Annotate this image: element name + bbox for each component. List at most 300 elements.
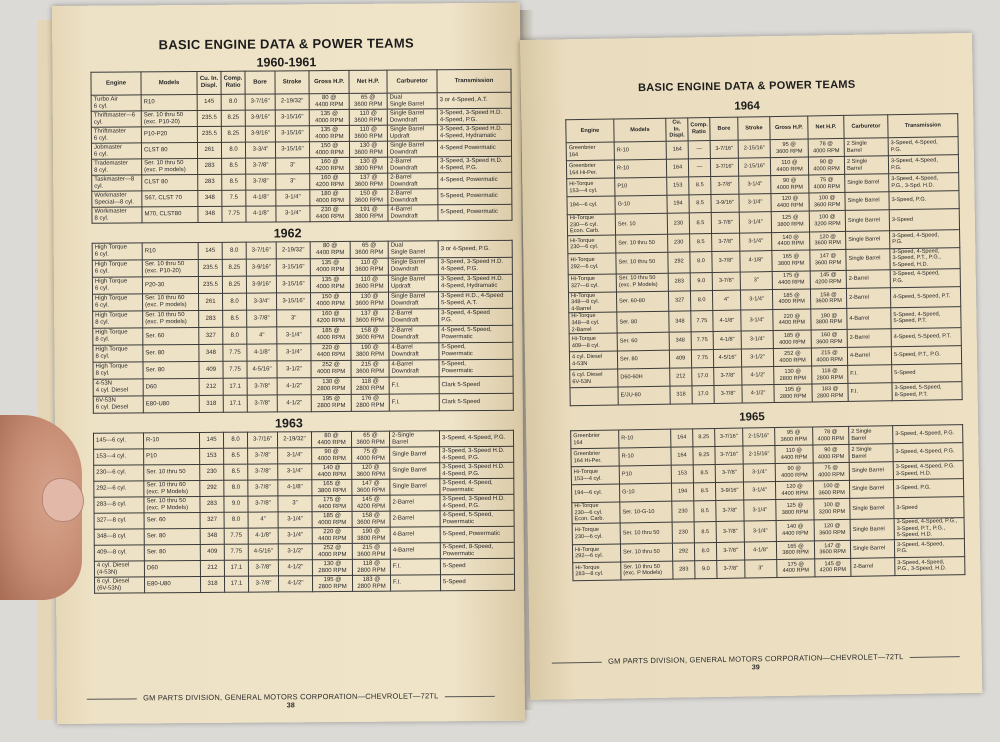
table-cell: Single Barrel xyxy=(850,519,894,540)
table-cell: 160 @ 4200 RPM xyxy=(310,173,350,189)
table-cell: 2-Barrel xyxy=(847,329,891,348)
table-cell: Ser. 80 xyxy=(144,528,200,544)
footer-text: GM PARTS DIVISION, GENERAL MOTORS CORPORATION—CHEVROLET—72TL xyxy=(607,652,904,666)
table-cell: 9.0 xyxy=(224,496,248,512)
table-cell: Ser. 10 thru 50 (exc. P10-20) xyxy=(141,110,197,126)
table-cell: 4-1/8" xyxy=(247,344,277,361)
table-cell: 3-Speed, 4-Speed, P.G. xyxy=(888,137,958,156)
table-cell: Ser. 80 xyxy=(143,361,199,378)
table-cell: M70, CLST80 xyxy=(142,206,198,222)
table-cell: 252 @ 4000 RPM xyxy=(311,360,351,377)
table-cell: 3-Speed, 4-Speed, 3-Speed, P.T., P.G., 5-Speed, H.D. xyxy=(890,247,960,269)
table-cell: 318 xyxy=(670,386,692,404)
table-cell: P20-30 xyxy=(142,276,198,293)
table-cell: 327—8 cyl. xyxy=(94,513,144,529)
table-cell: 3-9/16" xyxy=(246,259,276,276)
table-cell: G-10 xyxy=(619,483,671,502)
table-cell: Hi-Torque 292—6 cyl. xyxy=(572,544,620,563)
table-cell: 4-1/2" xyxy=(277,378,311,395)
table-cell: Ser. 80 xyxy=(617,312,669,334)
table-cell: 110 @ 4400 RPM xyxy=(770,157,808,176)
table-cell: Hi-Torque 327—8 cyl. xyxy=(568,274,616,293)
table-cell: 137 @ 3600 RPM xyxy=(351,309,389,326)
table-cell: 3-9/16" xyxy=(246,276,276,293)
table-cell: 130 @ 3600 RPM xyxy=(349,141,387,157)
table-cell: 110 @ 3600 RPM xyxy=(349,109,387,125)
column-header: Models xyxy=(614,118,666,142)
page-stack-edge xyxy=(38,20,54,720)
table-cell: 4-1/8" xyxy=(248,528,278,544)
table-cell: 4-Barrel xyxy=(847,308,891,329)
table-cell: 327 xyxy=(199,327,223,344)
table-cell: 110 @ 3600 RPM xyxy=(349,125,387,141)
table-cell: 2 Single Barrel xyxy=(844,138,888,157)
table-cell: 3-15/16" xyxy=(275,126,309,142)
table-cell: 3" xyxy=(740,271,772,290)
table-cell: 7.5 xyxy=(222,190,246,206)
table-cell: 8.5 xyxy=(224,464,248,480)
table-cell: 90 @ 4000 RPM xyxy=(775,463,813,482)
column-header: Net H.P. xyxy=(349,70,387,93)
table-cell: 3-7/8" xyxy=(711,176,739,194)
table-cell: 3-7/16" xyxy=(715,428,743,446)
table-cell: 147 @ 3600 RPM xyxy=(814,540,850,559)
table-cell: 185 @ 4000 RPM xyxy=(773,330,811,349)
table-cell: Single Barrel xyxy=(845,174,889,193)
table-cell: 3-Speed, 4-Speed P.G. xyxy=(439,308,513,326)
column-header: Bore xyxy=(710,117,738,140)
table-header-row xyxy=(91,69,511,95)
table-cell: 3-1/2" xyxy=(741,349,773,368)
table-cell: 348 xyxy=(199,344,223,361)
table-cell: 3-7/8" xyxy=(248,448,278,464)
table-cell: 292 xyxy=(668,252,690,273)
table-cell: 8.0 xyxy=(223,432,247,448)
table-cell: 6V-53N 6 cyl. Diesel xyxy=(93,396,143,413)
table-cell: 235.5 xyxy=(198,276,222,293)
table-cell: 110 @ 3600 RPM xyxy=(350,275,388,292)
year-heading: 1965 xyxy=(739,411,765,424)
table-cell: 190 @ 3800 RPM xyxy=(811,309,847,330)
table-cell: 6 cyl. Diesel 6V-53N xyxy=(570,369,618,388)
table-cell: High Torque 8 cyl. xyxy=(93,362,143,379)
table-cell: Ser. 80 xyxy=(617,350,669,369)
table-cell: 164 xyxy=(666,159,688,177)
table-cell: 3-7/8" xyxy=(712,233,740,251)
table-cell: 3-1/4" xyxy=(740,289,772,310)
table-cell: Hi-Torque 283—8 cyl. xyxy=(573,562,621,581)
table-cell: 3-1/4" xyxy=(278,464,312,480)
table-cell: 230—6 cyl. xyxy=(94,465,144,481)
table-cell: 283 xyxy=(668,272,690,290)
table-cell: 90 @ 4000 RPM xyxy=(312,447,352,463)
table-cell: 145 @ 4200 RPM xyxy=(352,495,390,511)
table-cell: E80-U80 xyxy=(143,395,199,412)
table-cell: 4-Barrel xyxy=(390,527,440,543)
table-cell: 9.0 xyxy=(690,272,712,290)
table-cell: 3-15/16" xyxy=(275,142,309,158)
table-cell: 3-7/8" xyxy=(247,395,277,412)
table-cell: Single Barrel Downdraft xyxy=(389,292,439,309)
table-cell: 220 @ 4400 RPM xyxy=(311,343,351,360)
table-cell: 3-7/8" xyxy=(246,174,276,190)
table-cell: 8.25 xyxy=(222,259,246,276)
table-cell: 3-7/8" xyxy=(711,212,739,233)
table-cell: 348 xyxy=(669,311,691,332)
table-cell: 145 xyxy=(199,432,223,448)
table-cell: Hi-Torque 409—8 cyl. xyxy=(569,333,617,352)
table-cell: 65 @ 3600 RPM xyxy=(349,93,387,109)
table-cell: Clark 5-Speed xyxy=(439,376,513,394)
table-cell: 190 @ 3800 RPM xyxy=(352,527,390,543)
table-cell: 292 xyxy=(672,543,694,561)
table-cell: 261 xyxy=(199,293,223,310)
table-cell: 3-7/8" xyxy=(716,500,744,521)
table-cell: 7.75 xyxy=(222,206,246,222)
table-cell: 3-Speed, 3-Speed H.D. 4-Speed, P.G. xyxy=(438,257,512,275)
table-cell: 2-Barrel Downdraft xyxy=(389,326,439,343)
table-cell: 8.5 xyxy=(694,521,716,542)
table-cell: 8.0 xyxy=(223,293,247,310)
table-cell: 3-Speed, 3-Speed H.D. 4-Speed, Hydramatic xyxy=(438,274,512,292)
table-cell: 3" xyxy=(276,158,310,174)
table-cell: 348—8 cyl. xyxy=(94,529,144,545)
table-cell: Taskmaster—8 cyl. xyxy=(92,175,142,191)
table-cell: 165 @ 3800 RPM xyxy=(776,541,814,560)
table-cell: 75 @ 4000 RPM xyxy=(809,174,845,193)
footer-rule xyxy=(909,656,959,658)
table-cell: 140 @ 4400 RPM xyxy=(776,520,814,541)
table-cell: S67, CLST 70 xyxy=(142,190,198,206)
table-cell: 3-7/8" xyxy=(247,378,277,395)
page-footer xyxy=(57,691,525,711)
table-cell: Greenbrier 164 xyxy=(571,430,619,449)
table-cell: 80 @ 4400 RPM xyxy=(310,241,350,258)
table-cell: 3-1/4" xyxy=(739,212,771,233)
table-cell xyxy=(570,387,618,406)
table-cell: Ser. 10 thru 50 xyxy=(616,234,668,253)
table-cell: Ser. 10 xyxy=(615,213,667,235)
table-cell: D60 xyxy=(143,378,199,395)
table-cell: 2-19/32" xyxy=(276,242,310,259)
table-cell: 3-3/4" xyxy=(245,142,275,158)
table-cell: F.I. xyxy=(848,365,892,384)
table-cell: 3-7/8" xyxy=(717,560,745,578)
table-cell: 110 @ 3600 RPM xyxy=(350,258,388,275)
table-cell: 235.5 xyxy=(198,259,222,276)
table-cell: 283 xyxy=(199,310,223,327)
table-cell: 194 xyxy=(671,483,693,501)
table-cell: 7.75 xyxy=(224,544,248,560)
table-cell: 5-Speed, Powermatic xyxy=(438,204,512,221)
table-cell: 4-5/16" xyxy=(248,544,278,560)
table-cell: 4-Barrel Downdraft xyxy=(389,343,439,360)
table-cell: 3-1/4" xyxy=(278,528,312,544)
table-cell: 8.0 xyxy=(221,142,245,158)
table-cell: CLST 80 xyxy=(141,142,197,158)
table-cell: 212 xyxy=(200,560,224,576)
table-cell: Ser. 10 thru 50 (exc. P Models) xyxy=(616,273,668,292)
table-cell: Trademaster 8 cyl. xyxy=(92,159,142,175)
table-cell: 130 @ 3600 RPM xyxy=(351,292,389,309)
table-cell: 195 @ 2800 RPM xyxy=(311,394,351,411)
table-cell: 409 xyxy=(200,544,224,560)
table-cell: 183 @ 2800 RPM xyxy=(812,384,848,403)
table-cell: 3-Speed, 4-Speed, P.G. xyxy=(888,155,958,174)
table-cell: 4-1/2" xyxy=(742,367,774,386)
table-cell: Single Barrel xyxy=(849,480,893,499)
table-cell: 130 @ 2800 RPM xyxy=(774,366,812,385)
table-cell: 3-1/4" xyxy=(739,176,771,195)
table-cell: Hi-Torque 348—8 cyl. 2-Barrel xyxy=(569,312,617,334)
table-row xyxy=(94,574,514,593)
thumbnail-nail xyxy=(42,478,84,522)
table-cell: 158 @ 3600 RPM xyxy=(810,288,846,309)
column-header: Stroke xyxy=(738,117,770,140)
table-cell: F.I. xyxy=(848,383,892,402)
table-cell: 3-9/16" xyxy=(715,482,743,500)
table-cell: 3-1/4" xyxy=(741,310,773,331)
table-cell: 145 xyxy=(198,242,222,259)
table-cell: 195 @ 2800 RPM xyxy=(312,575,352,591)
table-cell: — xyxy=(688,159,710,177)
table-cell: 235.5 xyxy=(197,110,221,126)
table-cell: Ser. 10 thru 50 (exc. P models) xyxy=(143,310,199,327)
table-cell: Hi-Torque 230—6 cyl. Econ. Carb. xyxy=(567,214,615,236)
table-cell: 4-1/8" xyxy=(246,190,276,206)
table-cell: 4-Speed, 5-Speed, P.T. xyxy=(891,328,961,347)
table-cell: R-10 xyxy=(614,159,666,178)
table-cell: 2 Single Barrel xyxy=(849,444,893,463)
table-cell: 3-7/8" xyxy=(248,464,278,480)
column-header: Transmission xyxy=(437,69,511,93)
table-cell: 215 @ 3600 RPM xyxy=(352,543,390,559)
table-cell: E80-U80 xyxy=(144,576,200,592)
table-cell: Single Barrel Downdraft xyxy=(387,141,437,157)
table-cell: High Torque 8 cyl. xyxy=(93,311,143,328)
table-cell: 4-Barrel xyxy=(390,543,440,559)
table-cell: 4 cyl. Diesel 4-53N xyxy=(569,351,617,370)
table-cell: 183 @ 2800 RPM xyxy=(352,575,390,591)
table-cell: 7.75 xyxy=(691,350,713,368)
table-cell: 3-7/8" xyxy=(716,521,744,542)
table-cell: 3-7/8" xyxy=(248,576,278,592)
table-cell: 3 or 4-Speed, P.G. xyxy=(438,240,512,258)
table-cell: 4-1/2" xyxy=(277,395,311,412)
table-cell: 318 xyxy=(199,395,223,412)
table-cell: Hi-Torque 348—8 cyl. 4-Barrel xyxy=(568,292,616,314)
year-heading: 1964 xyxy=(734,100,760,113)
table-cell: 153 xyxy=(200,448,224,464)
table-cell: Workmaster 8 cyl. xyxy=(92,207,142,223)
table-cell: 4-Barrel Downdraft xyxy=(389,360,439,377)
table-cell: 292—6 cyl. xyxy=(94,481,144,497)
page-number: 38 xyxy=(286,702,296,710)
table-cell: Single Barrel xyxy=(390,479,440,495)
table-cell: 17.1 xyxy=(223,395,247,412)
table-cell: 2-Barrel xyxy=(846,287,890,308)
column-header: Gross H.P. xyxy=(309,70,349,93)
table-cell: 2-15/16" xyxy=(743,428,775,447)
table-cell: High Torque 8 cyl. xyxy=(93,328,143,345)
table-cell: 3-Speed xyxy=(894,497,964,519)
table-cell: 4" xyxy=(247,327,277,344)
table-cell: 4-Speed Powermatic xyxy=(437,140,511,157)
table-cell: 8.5 xyxy=(222,158,246,174)
table-cell: 153—4 cyl. xyxy=(94,449,144,465)
year-heading: 1962 xyxy=(273,226,302,241)
table-cell: 3-Speed, 5-Speed, 8-Speed, P.T. xyxy=(892,382,962,401)
table-cell: 3-Speed, 4-Speed, P.G. xyxy=(894,538,964,557)
table-cell: 215 @ 3600 RPM xyxy=(351,360,389,377)
table-cell: 3-1/4" xyxy=(739,194,771,213)
table-cell: E/JU-80 xyxy=(618,386,670,405)
table-cell: 3-1/4" xyxy=(276,190,310,206)
table-cell: 283 xyxy=(198,158,222,174)
table-cell: 2-Barrel xyxy=(846,269,890,288)
table-cell: 4-1/8" xyxy=(713,331,741,349)
table-cell: Workmaster Special—8 cyl. xyxy=(92,191,142,207)
table-cell: 125 @ 3800 RPM xyxy=(771,211,809,232)
table-cell: 78 @ 4000 RPM xyxy=(808,138,844,157)
table-cell: 3-Speed, P.G. xyxy=(893,479,963,498)
table-cell: 3-Speed, 4-Speed, P.G., 3-Speed, P.T., P.G., 5-Speed, H.D. xyxy=(894,517,964,539)
table-cell: Ser. 10 thru 50 xyxy=(616,252,668,274)
engine-data-table xyxy=(565,113,962,406)
column-header: Comp. Ratio xyxy=(688,118,710,141)
table-cell: 318 xyxy=(200,576,224,592)
table-cell: 3-9/16" xyxy=(245,126,275,142)
table-cell: 145 @ 4200 RPM xyxy=(815,558,851,577)
table-cell: 3-1/4" xyxy=(278,448,312,464)
table-cell: R-10 xyxy=(619,447,671,466)
table-cell: F.I. xyxy=(389,377,439,394)
table-cell: 78 @ 4000 RPM xyxy=(813,427,849,446)
table-cell: P10 xyxy=(619,465,671,484)
table-cell: 5-Speed, Powermatic xyxy=(440,526,514,543)
table-cell: F.I. xyxy=(389,394,439,411)
table-cell: 3-7/16" xyxy=(247,432,277,448)
table-cell: 130 @ 2800 RPM xyxy=(311,377,351,394)
footer-rule xyxy=(445,695,495,696)
table-cell: Hi-Torque 230—6 cyl. xyxy=(572,523,620,545)
table-cell: 4 cyl. Diesel (4-53N) xyxy=(94,561,144,577)
table-cell: 8.0 xyxy=(224,480,248,496)
table-cell: 4-1/2" xyxy=(278,560,312,576)
table-cell: 348 xyxy=(198,206,222,222)
table-cell: 135 @ 4000 RPM xyxy=(310,258,350,275)
column-header: Engine xyxy=(91,72,141,95)
table-cell: R-10 xyxy=(619,429,671,448)
table-cell: Single Barrel xyxy=(845,210,889,231)
table-cell: 140 @ 4400 RPM xyxy=(772,232,810,251)
table-cell: 8.0 xyxy=(690,290,712,311)
table-cell: 3-7/16" xyxy=(245,94,275,110)
table-cell: D60-60H xyxy=(618,368,670,387)
table-cell: 283 xyxy=(673,561,695,579)
table-cell: F.I. xyxy=(390,559,440,575)
table-cell: 3" xyxy=(745,559,777,578)
table-cell: — xyxy=(688,141,710,159)
table-cell: 95 @ 3600 RPM xyxy=(775,427,813,446)
table-cell: Ser. 10 thru 50 (exc. P Models) xyxy=(621,561,673,580)
table-cell: 3-7/8" xyxy=(712,251,740,272)
table-cell: 3-7/16" xyxy=(246,242,276,259)
table-cell: 3-15/16" xyxy=(276,276,310,293)
table-cell: Single Barrel xyxy=(845,192,889,211)
table-cell: 80 @ 4400 RPM xyxy=(309,93,349,109)
table-cell: 3-7/16" xyxy=(710,140,738,158)
table-cell: 8.25 xyxy=(693,429,715,447)
table-cell: 8.5 xyxy=(694,501,716,522)
left-page xyxy=(52,3,525,724)
table-cell: 120 @ 3600 RPM xyxy=(352,463,390,479)
table-cell: 176 @ 2800 RPM xyxy=(351,394,389,411)
table-cell: 17.0 xyxy=(692,386,714,404)
table-cell: Thriftmaster—6 cyl. xyxy=(91,111,141,127)
table-cell: High Torque 6 cyl. xyxy=(92,260,142,277)
table-cell: 2 Single Barrel xyxy=(849,426,893,445)
year-heading: 1963 xyxy=(274,416,303,431)
table-cell: 4-5/16" xyxy=(247,361,277,378)
table-cell: 3-7/16" xyxy=(710,158,738,176)
table-cell: 3-Speed, 4-Speed, P.G. xyxy=(893,443,963,462)
table-cell: 3-Speed, 4-Speed, P.G. xyxy=(439,430,513,447)
table-cell: 118 @ 2800 RPM xyxy=(352,559,390,575)
table-cell: Single Barrel xyxy=(390,463,440,479)
table-cell: 3-15/16" xyxy=(276,259,310,276)
table-cell: 5-Speed xyxy=(892,364,962,383)
table-cell: 3-7/8" xyxy=(714,385,742,403)
table-cell: F.I. xyxy=(390,575,440,591)
table-cell: 283 xyxy=(198,174,222,190)
table-cell: Ser. 10 thru 50 xyxy=(620,522,672,544)
column-header: Cu. In. Displ. xyxy=(666,118,688,141)
table-cell: 3-1/4" xyxy=(278,512,312,528)
table-cell: 3-7/8" xyxy=(712,272,740,290)
table-cell: 8.5 xyxy=(693,465,715,483)
table-cell: 4-Barrel Downdraft xyxy=(388,205,438,221)
table-cell: 8.5 xyxy=(224,448,248,464)
table-cell: 3-Speed, 4-Speed, P.G., 3-Speed, H.D. xyxy=(895,556,965,575)
table-cell: Single Barrel xyxy=(850,539,894,558)
table-cell: 3-1/4" xyxy=(744,500,776,521)
table-cell: Single Barrel xyxy=(846,231,890,250)
table-cell: Greenbrier 164 Hi-Per. xyxy=(566,160,614,179)
table-cell: Ser. 10-G-10 xyxy=(620,501,672,523)
table-cell: 4-1/8" xyxy=(246,206,276,222)
table-cell: 3-Speed, 4-Speed, P.G., 3-Spd. H.D. xyxy=(889,173,959,192)
table-cell: High Torque 6 cyl. xyxy=(92,243,142,260)
table-cell: 409 xyxy=(199,361,223,378)
table-cell: Single Barrel xyxy=(850,498,894,519)
page-title: BASIC ENGINE DATA & POWER TEAMS xyxy=(637,78,856,95)
table-cell: 3-1/4" xyxy=(743,482,775,501)
table-cell: Ser. 10 thru 50 (exc. P Models) xyxy=(144,496,200,512)
table-cell: 2-Barrel xyxy=(390,511,440,527)
table-cell: R-10 xyxy=(143,432,199,448)
table-cell: 3-7/8" xyxy=(716,542,744,560)
table-cell: 2-Barrel xyxy=(390,495,440,511)
table-cell: 17.1 xyxy=(224,576,248,592)
table-cell: 215 @ 4000 RPM xyxy=(811,348,847,367)
table-cell: 194—6 cyl. xyxy=(571,484,619,503)
table-cell: Ser. 10 thru 60 (exc. P models) xyxy=(143,293,199,310)
table-cell: 2 Single Barrel xyxy=(844,156,888,175)
table-cell: 135 @ 4000 RPM xyxy=(310,275,350,292)
table-cell: 3-Speed, 3-Speed H.D. 4-Speed, P.G. xyxy=(440,494,514,511)
table-cell: 75 @ 4000 RPM xyxy=(352,447,390,463)
